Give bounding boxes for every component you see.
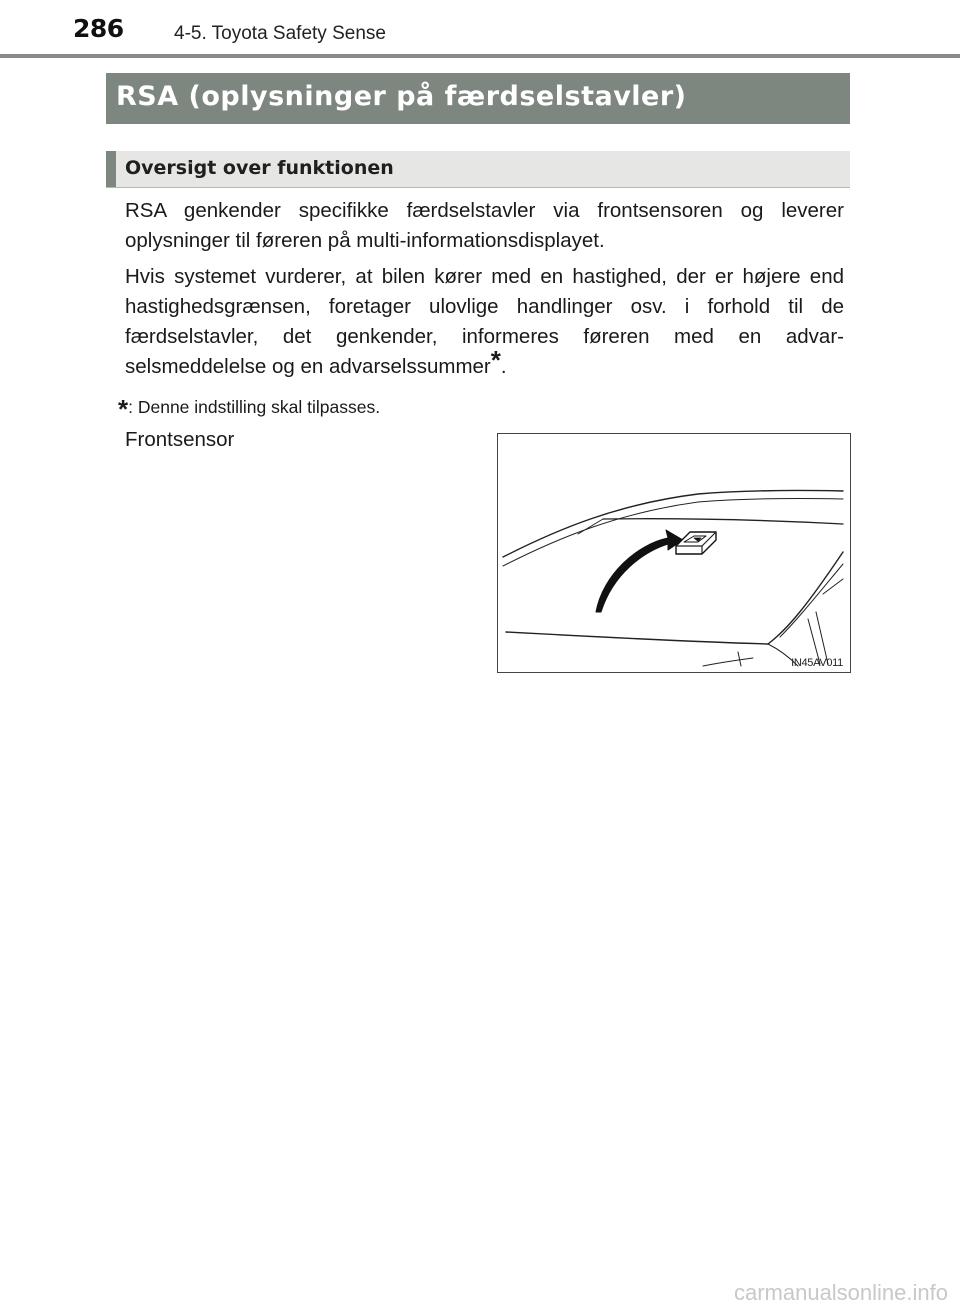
subheading-title: Oversigt over funktionen (125, 157, 394, 179)
front-sensor-illustration (497, 433, 851, 673)
windshield-top (603, 519, 843, 524)
pointer-arrow (596, 530, 683, 612)
footnote-marker: * (118, 394, 129, 424)
title-bar (106, 73, 850, 124)
watermark: carmanualsonline.info (733, 1280, 948, 1305)
page-number: 286 (73, 14, 124, 43)
page-title: RSA (oplysninger på færdselstavler) (116, 81, 687, 112)
paragraph-warning (125, 262, 844, 382)
subheading-bar (106, 151, 850, 188)
a-pillar (768, 552, 843, 644)
footnote-text: : Denne indstilling skal tilpasses. (128, 397, 381, 417)
roof-line-inner (503, 498, 843, 566)
dashboard-line (506, 632, 768, 644)
section-label: 4-5. Toyota Safety Sense (174, 23, 386, 44)
a-pillar-inner (780, 564, 843, 637)
paragraph-warning-text: Hvis systemet vurderer, at bilen kører med en hastighed, der er højere end hastighedsgrænsen, foretager ulovlige handlinger osv. i forhold til de færdselstavler, det genkender, informeres føreren med en advarselsmeddelelse og en advarselssummer (125, 265, 844, 378)
windshield-drawing (498, 434, 850, 672)
sensor-unit (676, 532, 716, 554)
windshield-left-top (578, 519, 603, 534)
header-rule (0, 54, 960, 58)
dash-tick (738, 652, 741, 666)
dash-lower (703, 658, 753, 666)
paragraph-warning-end: . (500, 355, 507, 378)
subheading-accent (106, 151, 116, 187)
asterisk-marker: * (490, 345, 501, 375)
door-line (823, 579, 843, 594)
frontsensor-label: Frontsensor (125, 428, 235, 451)
paragraph-overview: RSA genkender specifikke færdselstavler via frontsensoren og leverer oplysninger til føreren på multi-informationsdisplayet. (125, 199, 844, 252)
figure-code: IN45AV011 (791, 657, 843, 669)
footnote (118, 389, 381, 424)
